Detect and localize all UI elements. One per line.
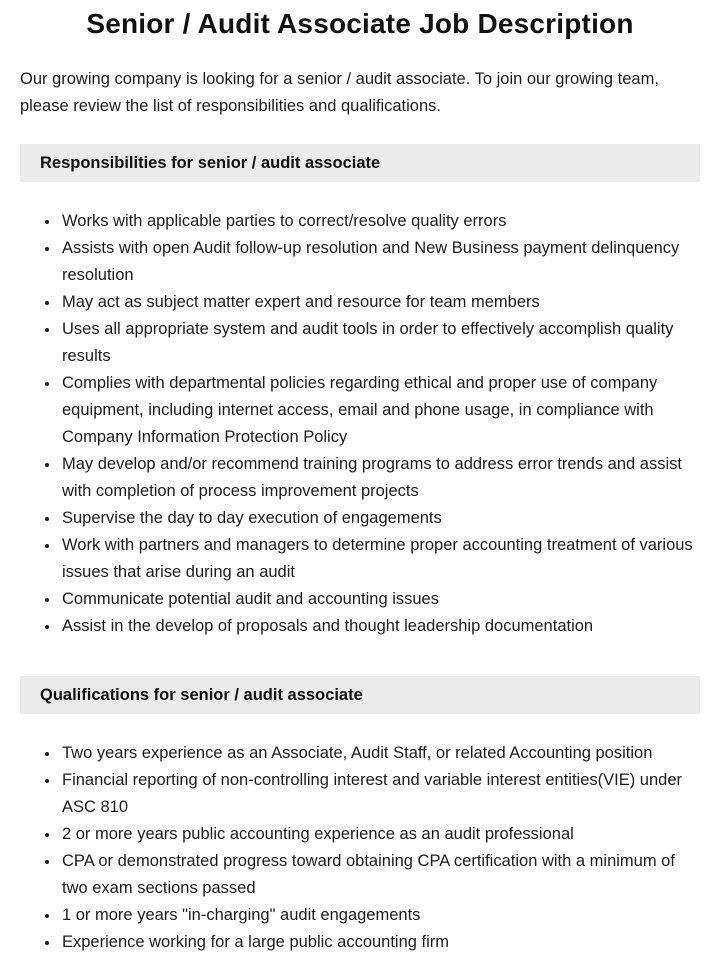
qualifications-list: [20, 740, 700, 956]
qualification-item: • 2 or more years public accounting experience as an audit professional: [60, 821, 700, 848]
qualification-item: • Two years experience as an Associate, Audit Staff, or related Accounting position: [60, 740, 700, 767]
responsibility-item: • May act as subject matter expert and resource for team members: [60, 289, 700, 316]
page-title: Senior / Audit Associate Job Description: [86, 8, 634, 39]
qualification-item: • Financial reporting of non-controlling interest and variable interest entities(VIE) under ASC 810: [60, 767, 700, 821]
intro-paragraph: Our growing company is looking for a senior / audit associate. To join our growing team, please review the list of responsibilities and qualifications.: [20, 70, 659, 115]
responsibility-item: • Supervise the day to day execution of engagements: [60, 505, 700, 532]
qualification-item: • CPA or demonstrated progress toward obtaining CPA certification with a minimum of two exam sections passed: [60, 848, 700, 902]
responsibility-item: • Works with applicable parties to correct/resolve quality errors: [60, 208, 700, 235]
qualification-item: • 1 or more years "in-charging" audit engagements: [60, 902, 700, 929]
responsibility-item: • Work with partners and managers to determine proper accounting treatment of various issues that arise during an audit: [60, 532, 700, 586]
qualification-item: • Experience working for a large public accounting firm: [60, 929, 700, 956]
responsibility-item: • Uses all appropriate system and audit tools in order to effectively accomplish quality results: [60, 316, 700, 370]
responsibilities-section-header: Responsibilities for senior / audit associate: [20, 144, 700, 182]
responsibility-item: • Communicate potential audit and accounting issues: [60, 586, 700, 613]
responsibility-item: • Assists with open Audit follow-up resolution and New Business payment delinquency resolution: [60, 235, 700, 289]
qualifications-section-header: Qualifications for senior / audit associate: [20, 676, 700, 714]
responsibility-item: • May develop and/or recommend training programs to address error trends and assist with completion of process improvement projects: [60, 451, 700, 505]
responsibilities-section: [0, 144, 720, 640]
responsibility-item: • Assist in the develop of proposals and thought leadership documentation: [60, 613, 700, 640]
responsibility-item: • Complies with departmental policies regarding ethical and proper use of company equipment, including internet access, email and phone usage, in compliance with Company Information Protection Policy: [60, 370, 700, 451]
responsibilities-list: [20, 208, 700, 640]
qualifications-section: [0, 676, 720, 956]
